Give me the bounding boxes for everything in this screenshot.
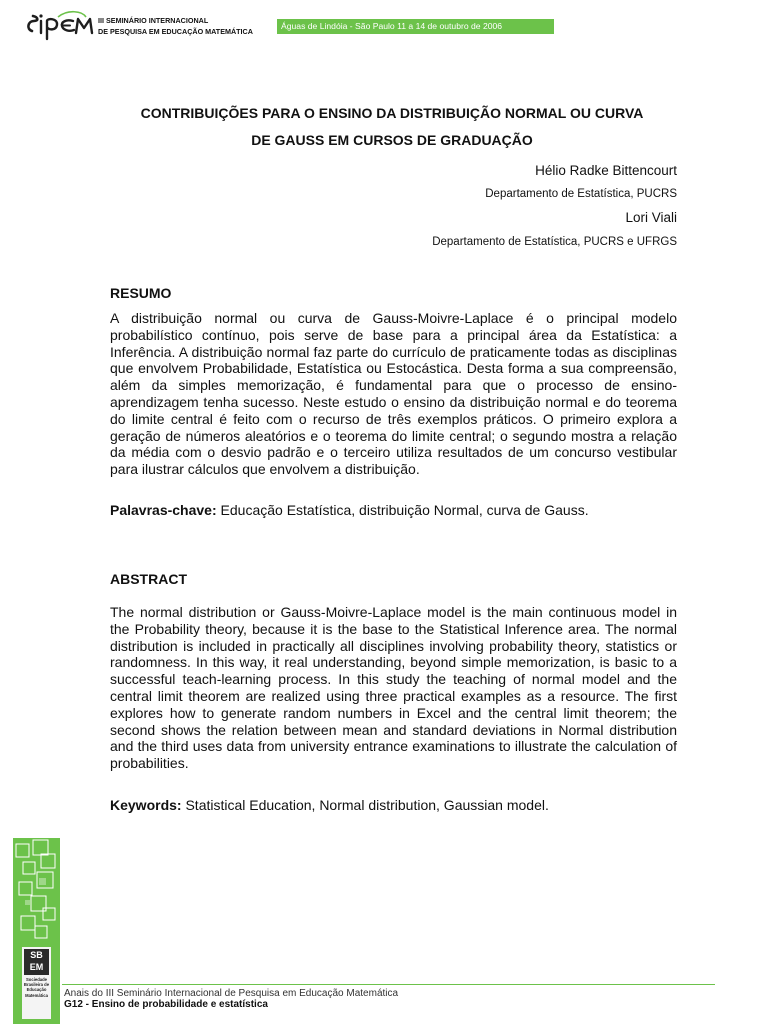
keywords-label: Keywords: [110,797,182,813]
author-name: Hélio Radke Bittencourt [535,163,677,178]
title-line: CONTRIBUIÇÕES PARA O ENSINO DA DISTRIBUIÇÃO NORMAL OU CURVA [140,105,644,121]
author-name: Lori Viali [625,210,677,225]
sbem-logo [22,947,51,1019]
footer-section: G12 - Ensino de probabilidade e estatística [64,999,268,1010]
footer-proceedings: Anais do III Seminário Internacional de Pesquisa em Educação Matemática [64,988,399,999]
paper-title [100,100,684,154]
header-event-band: Águas de Lindóia - São Paulo 11 a 14 de outubro de 2006 [277,19,554,34]
decorative-squares-graphic [13,838,60,942]
abstract-keywords [110,797,677,814]
author-affiliation: Departamento de Estatística, PUCRS e UFRGS [432,236,677,248]
sbem-logo-mark: SB EM [24,949,49,975]
sbem-caption: Sociedade Brasileira de Educação Matemática [23,977,50,998]
abstract-body: The normal distribution or Gauss-Moivre-Laplace model is the main continuous model in the Probability theory, because it is the base to the Statistical Inference area. The normal distribution is included in practically all disciplines involving probability theory, statistics or randomness. In this way, it real understanding, beyond simple memorization, is basic to a successful teach-learning process. In this study the teaching of normal model and the central limit theorem are realized using three practical examples as a resource. The first explores how to generate random numbers in Excel and the central limit theorem; the second shows the relation between mean and standard deviations in Normal distribution and the third uses data from university entrance examinations to illustrate the calculation of probabilities. [110,604,677,772]
footer-side-bar [13,838,60,1024]
keywords-label: Palavras-chave: [110,502,217,518]
sipem-logo-mark [24,9,98,41]
header-seminar-line: III SEMINÁRIO INTERNACIONAL [98,16,209,25]
keywords-text: Statistical Education, Normal distribution, Gaussian model. [185,797,549,813]
footer-divider [62,984,715,985]
resumo-keywords [110,502,677,519]
abstract-heading: ABSTRACT [110,571,187,587]
resumo-body: A distribuição normal ou curva de Gauss-Moivre-Laplace é o principal modelo probabilístico contínuo, pois serve de base para a principal área da Estatística: a Inferência. A distribuição normal faz parte do currículo de praticamente todas as disciplinas que envolvem Probabilidade, Estatística ou Estocástica. Desta forma a sua compreensão, além da simples memorização, é fundamental para que o processo de ensino-aprendizagem tenha sucesso. Neste estudo o ensino da distribuição normal e do teorema do limite central é feito com o recurso de três exemplos práticos. O primeiro explora a geração de números aleatórios e o teorema do limite central; o segundo mostra a relação da média com o desvio padrão e o terceiro utiliza resultados de um concurso vestibular para ilustrar cálculos que envolvem a distribuição. [110,310,677,478]
author-affiliation: Departamento de Estatística, PUCRS [485,188,677,200]
keywords-text: Educação Estatística, distribuição Normal, curva de Gauss. [220,502,589,518]
resumo-heading: RESUMO [110,285,172,301]
title-line: DE GAUSS EM CURSOS DE GRADUAÇÃO [251,132,533,148]
page-header [0,0,768,50]
header-seminar-line: DE PESQUISA EM EDUCAÇÃO MATEMÁTICA [98,27,253,36]
